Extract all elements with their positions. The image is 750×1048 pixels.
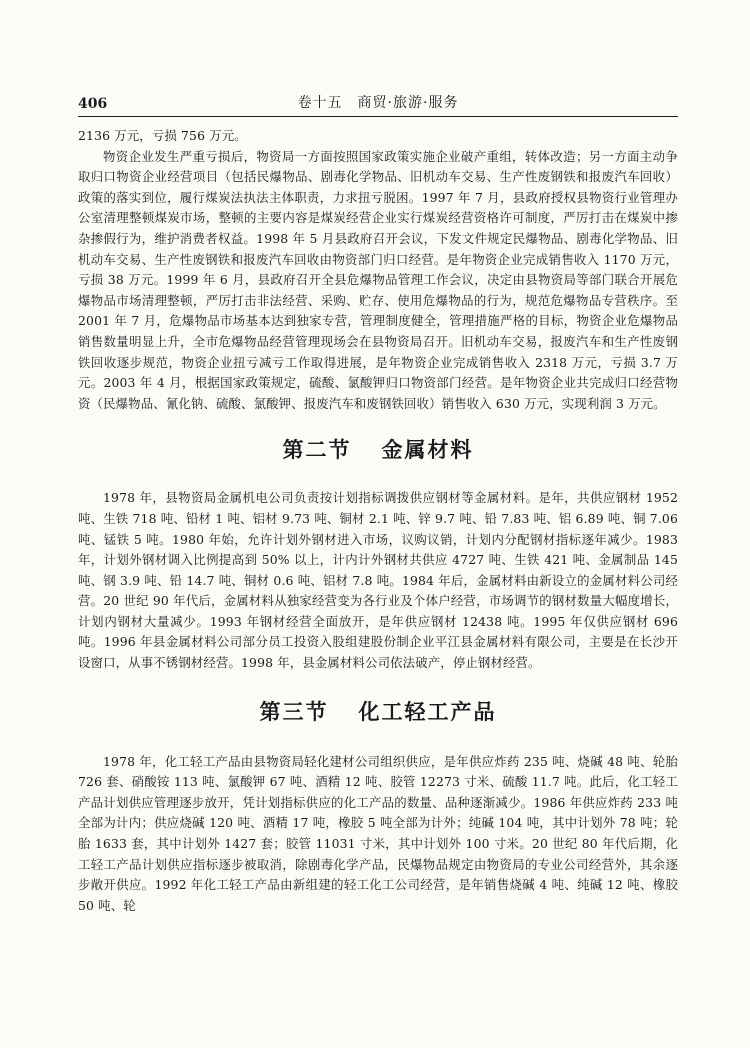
section-name: 金属材料: [381, 438, 474, 463]
paragraph-metal-materials: 1978 年，县物资局金属机电公司负责按计划指标调拨供应钢材等金属材料。是年，共供应钢材 1952 吨、生铁 718 吨、铅材 1 吨、铝材 9.73 吨、铜材 2.1 吨、锌 9.7 吨、铅 7.83 吨、铝 6.89 吨、铜 7.06 吨、锰铁 5 吨。1980 年始，允许计划外钢材进入市场，议购议销，计划内分配钢材指标逐年减少。1983 年，计划外钢材调入比例提高到 50% 以上，计内计外钢材共供应 4727 吨、生铁 421 吨、金属制品 145 吨、钢 3.9 吨、铅 14.7 吨、铜材 0.6 吨、铝材 7.8 吨。1984 年后，金属材料由新设立的金属材料公司经营。20 世纪 90 年代后，金属材料从独家经营变为各行业及个体户经营，市场调节的钢材数量大幅度增长，计划内钢材大量减少。1993 年钢材经营全面放开，是年供应钢材 12438 吨。1995 年仅供应钢材 696 吨。1996 年县金属材料公司部分员工投资入股组建股份制企业平江县金属材料有限公司，主要是在长沙开设窗口，从事不锈钢材经营。1998 年，县金属材料公司依法破产，停止钢材经营。: [78, 490, 678, 671]
carry-over-line: 2136 万元，亏损 756 万元。: [78, 128, 247, 143]
section-title-metal-materials: [78, 436, 678, 464]
book-page: [78, 90, 678, 916]
section-number: 第三节: [259, 699, 329, 724]
page-body: [78, 126, 678, 916]
paragraph-materials-enterprise: 物资企业发生严重亏损后，物资局一方面按照国家政策实施企业破产重组，转体改造；另一方面主动争取归口物资企业经营项目（包括民爆物品、剧毒化学物品、旧机动车交易、生产性废钢铁和报废汽车回收）政策的落实到位，履行煤炭法执法主体职责，力求扭亏脱困。1997 年 7 月，县政府授权县物资行业管理办公室清理整顿煤炭市场，整顿的主要内容是煤炭经营企业实行煤炭经营资格许可制度，严厉打击在煤炭中掺杂掺假行为，维护消费者权益。1998 年 5 月县政府召开会议，下发文件规定民爆物品、剧毒化学物品、旧机动车交易、生产性废钢铁和报废汽车回收由物资部门归口经营。是年物资企业完成销售收入 1170 万元，亏损 38 万元。1999 年 6 月，县政府召开全县危爆物品管理工作会议，决定由县物资局等部门联合开展危爆物品市场清理整顿，严厉打击非法经营、采购、贮存、使用危爆物品的行为，规范危爆物品专营秩序。至 2001 年 7 月，危爆物品市场基本达到独家专营，管理制度健全，管理措施严格的目标，物资企业危爆物品销售数量明显上升，全市危爆物品经营管理现场会在县物资局召开。旧机动车交易，报废汽车和生产性废钢铁回收逐步规范，物资企业扭亏减亏工作取得进展，是年物资企业完成销售收入 2318 万元，亏损 3.7 万元。2003 年 4 月，根据国家政策规定，硫酸、氯酸钾归口物资部门经营。是年物资企业共完成归口经营物资（民爆物品、氰化钠、硫酸、氯酸钾、报废汽车和废钢铁回收）销售收入 630 万元，实现利润 3 万元。: [78, 148, 678, 411]
section-name: 化工轻工产品: [358, 699, 497, 724]
paragraph-chemical-products: 1978 年，化工轻工产品由县物资局轻化建材公司组织供应，是年供应炸药 235 吨、烧碱 48 吨、轮胎 726 套、硝酸铵 113 吨、氯酸钾 67 吨、酒精 12 吨、胶管 12273 寸米、硫酸 11.7 吨。此后，化工轻工产品计划供应管理逐步放开，凭计划指标供应的化工产品的数量、品种逐渐减少。1986 年供应炸药 233 吨全部为计内；供应烧碱 120 吨、酒精 17 吨，橡胶 5 吨全部为计外；纯碱 104 吨，其中计划外 78 吨；轮胎 1633 套，其中计划外 1427 套；胶管 11031 寸米，其中计划外 100 寸米。20 世纪 80 年代后期，化工轻工产品计划供应指标逐步被取消，除剧毒化学产品，民爆物品规定由物资局的专业公司经营外，其余逐步敞开供应。1992 年化工轻工产品由新组建的轻工化工公司经营，是年销售烧碱 4 吨、纯碱 12 吨、橡胶 50 吨、轮: [78, 753, 678, 913]
page-number: 406: [78, 96, 108, 112]
section-title-chemical-products: [78, 698, 678, 726]
running-head: 卷十五 商贸·旅游·服务: [297, 95, 459, 111]
page-header: [78, 90, 678, 117]
section-number: 第二节: [282, 438, 352, 463]
